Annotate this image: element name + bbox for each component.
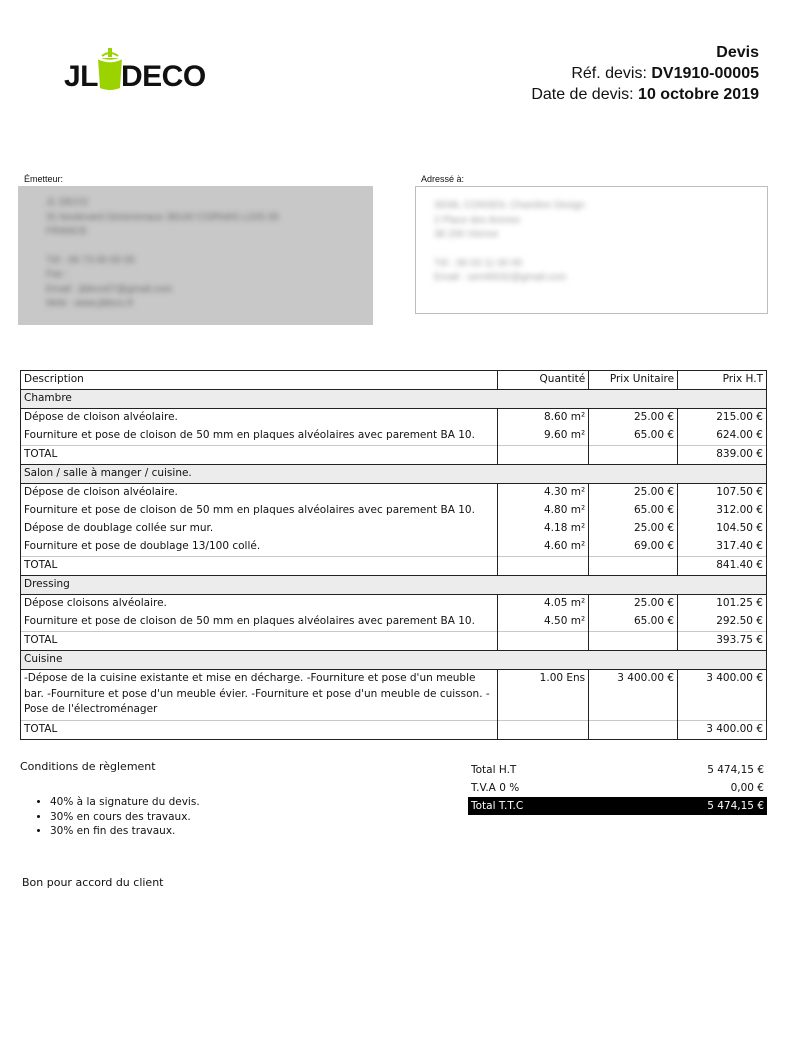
- col-header-unit-price: Prix Unitaire: [589, 371, 678, 390]
- cell-unit-price: 25.00 €: [589, 595, 678, 614]
- table-header-row: [21, 371, 767, 390]
- cell-total-ht: 312.00 €: [678, 502, 767, 520]
- cell-total-ht: 292.50 €: [678, 613, 767, 632]
- section-row: [21, 651, 767, 670]
- company-logo: [64, 48, 206, 94]
- total-ht-label: Total H.T: [471, 763, 517, 776]
- section-total-row: [21, 446, 767, 465]
- cell-quantity: 9.60 m²: [498, 427, 589, 446]
- cell-unit-price: 25.00 €: [589, 409, 678, 428]
- ref-value: DV1910-00005: [651, 65, 759, 82]
- cell-total-ht: 104.50 €: [678, 520, 767, 538]
- recipient-line: 2 Place des Arenes: [434, 214, 521, 226]
- table-row: [21, 520, 767, 538]
- emitter-line: Fax :: [46, 269, 69, 280]
- total-ttc-row: [468, 797, 767, 815]
- cell-description: Dépose de cloison alvéolaire.: [21, 484, 498, 503]
- recipient-line: Tél : 06 03 11 00 00: [434, 257, 523, 269]
- emitter-line: Web : www.jldeco.fr: [46, 298, 134, 309]
- list-item: • 30% en cours des travaux.: [50, 810, 200, 825]
- table-row: [21, 502, 767, 520]
- ref-label: Réf. devis:: [571, 65, 647, 82]
- emitter-line: 31 boulevard Gimenenaux 38140 CORNAS LOIS 00: [46, 211, 279, 223]
- cell-unit-price: 65.00 €: [589, 613, 678, 632]
- cell-unit-price: 3 400.00 €: [589, 670, 678, 721]
- quote-reference: [531, 63, 759, 84]
- cell-quantity: 4.80 m²: [498, 502, 589, 520]
- table-row: [21, 484, 767, 503]
- section-title: Salon / salle à manger / cuisine.: [21, 465, 767, 484]
- emitter-line: [46, 240, 373, 254]
- cell-total-ht: 624.00 €: [678, 427, 767, 446]
- cell-total-ht: 215.00 €: [678, 409, 767, 428]
- section-total-value: 841.40 €: [678, 557, 767, 576]
- col-header-quantity: Quantité: [498, 371, 589, 390]
- logo-text-left: JL: [64, 60, 99, 93]
- recipient-line: [434, 243, 767, 257]
- emitter-line: JL DECO: [46, 197, 88, 208]
- date-value: 10 octobre 2019: [638, 86, 759, 103]
- table-row: [21, 670, 767, 721]
- section-title: Chambre: [21, 390, 767, 409]
- table-row: [21, 538, 767, 557]
- emitter-label: Émetteur:: [24, 174, 64, 184]
- table-row: [21, 613, 767, 632]
- tva-value: 0,00 €: [730, 781, 764, 794]
- client-approval-label: Bon pour accord du client: [22, 876, 164, 889]
- recipient-address-text: [416, 187, 767, 286]
- cell-unit-price: 25.00 €: [589, 484, 678, 503]
- total-ttc-label: Total T.T.C: [468, 797, 612, 815]
- cell-unit-price: 65.00 €: [589, 502, 678, 520]
- section-total-row: [21, 720, 767, 739]
- section-total-row: [21, 557, 767, 576]
- col-header-total-ht: Prix H.T: [678, 371, 767, 390]
- total-ttc-value: 5 474,15 €: [612, 797, 767, 815]
- total-label: TOTAL: [21, 720, 498, 739]
- section-total-value: 3 400.00 €: [678, 720, 767, 739]
- recipient-line: 38 200 Vienne: [434, 229, 499, 240]
- quote-date: [531, 84, 759, 105]
- conditions-list: [50, 795, 200, 839]
- recipient-label: Adressé à:: [421, 174, 465, 184]
- table-row: [21, 409, 767, 428]
- conditions-title: Conditions de règlement: [20, 760, 156, 773]
- col-header-description: Description: [21, 371, 498, 390]
- cell-description: Dépose de cloison alvéolaire.: [21, 409, 498, 428]
- quote-header: [531, 42, 759, 105]
- total-label: TOTAL: [21, 632, 498, 651]
- section-row: [21, 465, 767, 484]
- cell-total-ht: 3 400.00 €: [678, 670, 767, 721]
- cell-description: Fourniture et pose de cloison de 50 mm en plaques alvéolaires avec parement BA 10.: [21, 502, 498, 520]
- total-ht-value: 5 474,15 €: [707, 763, 764, 776]
- table-row: [21, 427, 767, 446]
- list-item: • 30% en fin des travaux.: [50, 824, 200, 839]
- emitter-line: FRANCE: [46, 226, 88, 237]
- recipient-line: Email : seml0032@gmail.com: [434, 272, 567, 283]
- cell-quantity: 4.18 m²: [498, 520, 589, 538]
- cell-description: Fourniture et pose de cloison de 50 mm en plaques alvéolaires avec parement BA 10.: [21, 427, 498, 446]
- cell-unit-price: 25.00 €: [589, 520, 678, 538]
- emitter-line: Email : jldeco07@gmail.com: [46, 283, 173, 295]
- tva-row: [468, 779, 767, 797]
- cell-quantity: 1.00 Ens: [498, 670, 589, 721]
- total-label: TOTAL: [21, 446, 498, 465]
- date-label: Date de devis:: [531, 86, 634, 103]
- cell-quantity: 4.30 m²: [498, 484, 589, 503]
- recipient-line: SEML CONSEIL Chambre Design: [434, 200, 585, 211]
- cell-description: Dépose cloisons alvéolaire.: [21, 595, 498, 614]
- section-title: Dressing: [21, 576, 767, 595]
- total-label: TOTAL: [21, 557, 498, 576]
- emitter-line: Tél : 06 73 00 00 00: [46, 254, 135, 266]
- section-total-value: 393.75 €: [678, 632, 767, 651]
- cell-total-ht: 317.40 €: [678, 538, 767, 557]
- cell-quantity: 4.50 m²: [498, 613, 589, 632]
- cell-quantity: 4.60 m²: [498, 538, 589, 557]
- emitter-address-block: [18, 186, 373, 325]
- section-title: Cuisine: [21, 651, 767, 670]
- cell-total-ht: 107.50 €: [678, 484, 767, 503]
- tva-label: T.V.A 0 %: [471, 781, 520, 794]
- quote-items-table: [20, 370, 767, 740]
- totals-table: [468, 761, 767, 815]
- list-item: • 40% à la signature du devis.: [50, 795, 200, 810]
- recipient-address-block: [415, 186, 768, 314]
- emitter-address-text: [18, 186, 373, 312]
- cell-unit-price: 69.00 €: [589, 538, 678, 557]
- section-total-row: [21, 632, 767, 651]
- section-row: [21, 576, 767, 595]
- payment-conditions: [20, 760, 200, 839]
- cell-unit-price: 65.00 €: [589, 427, 678, 446]
- section-total-value: 839.00 €: [678, 446, 767, 465]
- table-row: [21, 595, 767, 614]
- cell-description: Dépose de doublage collée sur mur.: [21, 520, 498, 538]
- cell-total-ht: 101.25 €: [678, 595, 767, 614]
- document-title: Devis: [716, 44, 759, 61]
- cell-description: Fourniture et pose de doublage 13/100 collé.: [21, 538, 498, 557]
- total-ht-row: [468, 761, 767, 779]
- logo-text-right: DECO: [121, 60, 206, 93]
- paint-bucket-icon: [98, 48, 122, 90]
- cell-description: -Dépose de la cuisine existante et mise en décharge. -Fourniture et pose d'un meuble bar. -Fourniture et pose d'un meuble évier. -Fourniture et pose d'un meuble de cuisson. -Pose de l'électroménager: [21, 670, 498, 721]
- cell-quantity: 4.05 m²: [498, 595, 589, 614]
- cell-description: Fourniture et pose de cloison de 50 mm en plaques alvéolaires avec parement BA 10.: [21, 613, 498, 632]
- section-row: [21, 390, 767, 409]
- cell-quantity: 8.60 m²: [498, 409, 589, 428]
